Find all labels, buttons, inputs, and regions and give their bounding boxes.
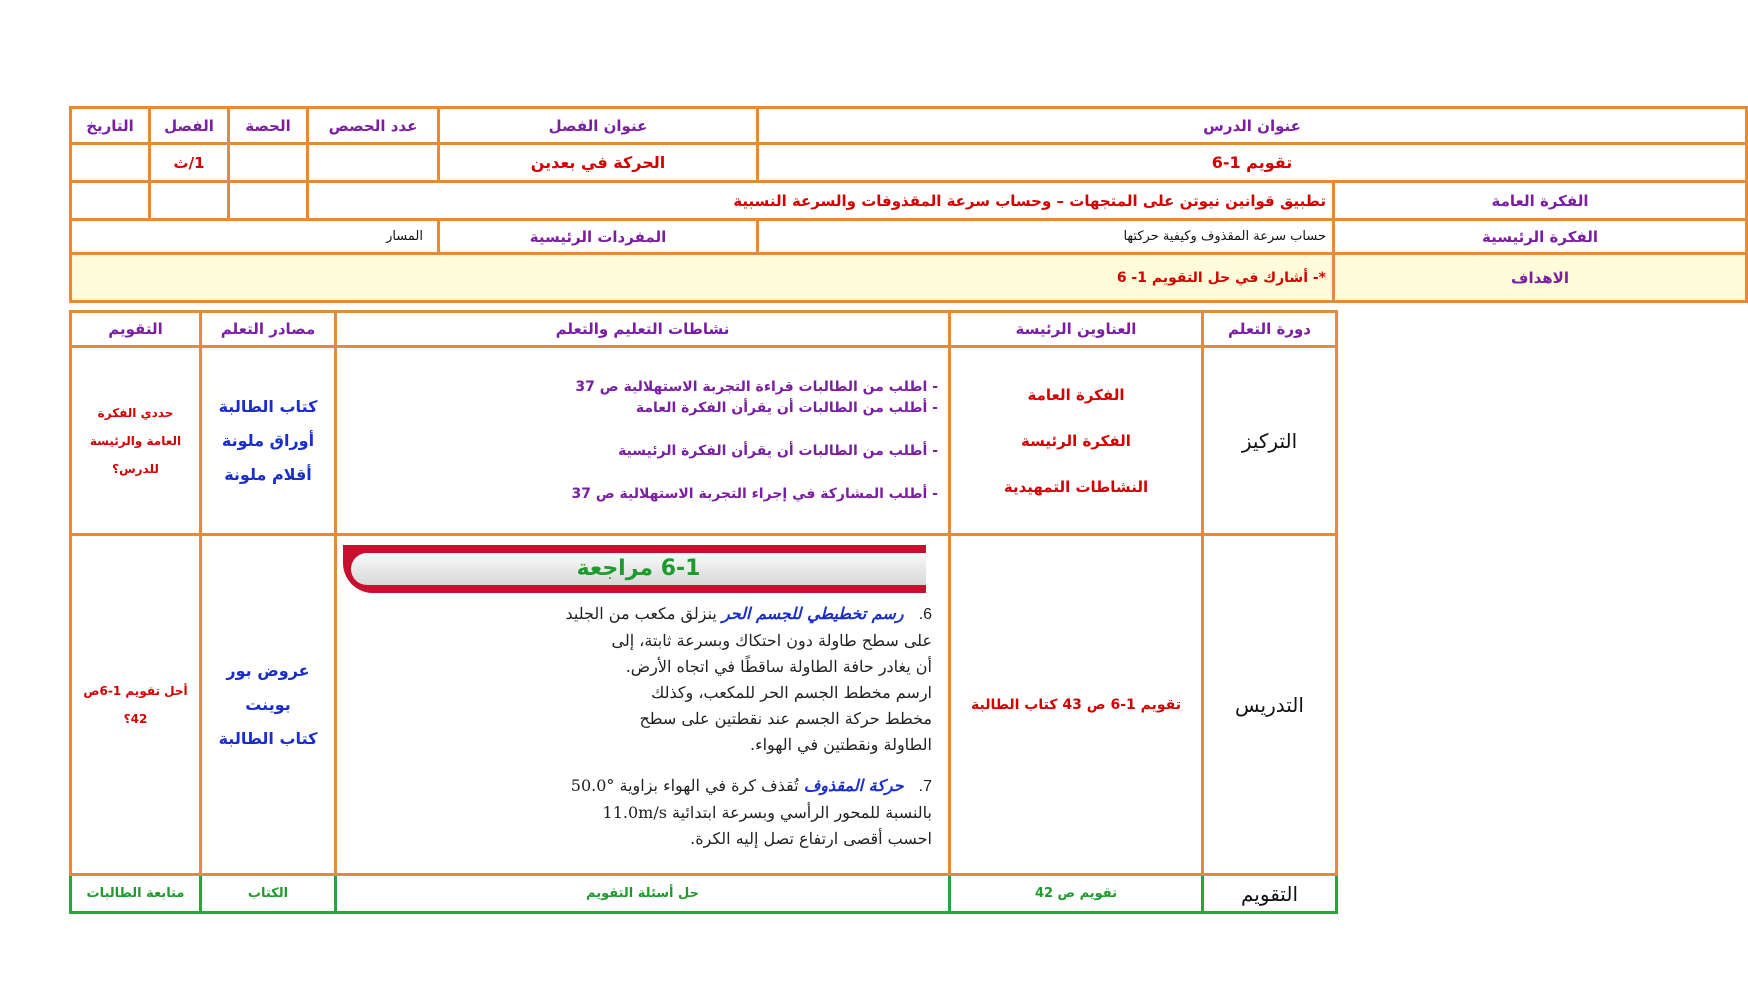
assessment-title: تقويم ص 42 (950, 875, 1203, 913)
vocab-label: المفردات الرئيسية (439, 220, 758, 254)
assessment-resource: الكتاب (201, 875, 336, 913)
question-line: الطاولة ونقطتين في الهواء. (750, 734, 932, 754)
question-line: بالنسبة للمحور الرأسي وبسرعة ابتدائية 11.0m/s (602, 802, 932, 822)
focus-resources (201, 347, 336, 535)
lesson-plan-table (69, 310, 1338, 914)
question-keyword: رسم تخطيطي للجسم الحر (721, 603, 904, 623)
periods-value (308, 144, 439, 182)
question-6 (387, 601, 932, 758)
question-number: 7. (918, 777, 932, 795)
teaching-title: تقويم 1-6 ص 43 كتاب الطالبة (950, 535, 1203, 875)
question-line: احسب أقصى ارتفاع تصل إليه الكرة. (690, 828, 932, 848)
main-titles-header: العناوين الرئيسة (950, 312, 1203, 347)
main-idea-label: الفكرة الرئيسية (1334, 220, 1747, 254)
empty-cell (71, 182, 150, 220)
general-idea-value: تطبيق قوانين نيوتن على المتجهات – وحساب سرعة المقذوفات والسرعة النسبية (308, 182, 1334, 220)
question-line: على سطح طاولة دون احتكاك وبسرعة ثابتة، إلى (611, 630, 932, 650)
evaluation-line: أحل تقويم 1-6ص (83, 683, 188, 698)
chapter-title-label: عنوان الفصل (439, 108, 758, 144)
main-idea-value: حساب سرعة المقذوف وكيفية حركتها (758, 220, 1334, 254)
question-7 (387, 773, 932, 852)
assessment-stage: التقويم (1203, 875, 1337, 913)
teaching-resources (201, 535, 336, 875)
activity-item: - أطلب من الطالبات أن يقرأن الفكرة الرئيسية (618, 442, 938, 459)
teaching-stage: التدريس (1203, 535, 1337, 875)
focus-stage: التركيز (1203, 347, 1337, 535)
question-line: ينزلق مكعب من الجليد (565, 603, 717, 623)
general-idea-label: الفكرة العامة (1334, 182, 1747, 220)
resource-item: كتاب الطالبة (218, 396, 318, 416)
resource-item: أوراق ملونة (221, 430, 315, 450)
lesson-title: تقويم 1-6 (758, 144, 1747, 182)
focus-title-item: النشاطات التمهيدية (1003, 477, 1149, 496)
period-label: الحصة (229, 108, 308, 144)
lesson-title-label: عنوان الدرس (758, 108, 1747, 144)
date-label: التاريخ (71, 108, 150, 144)
focus-title-item: الفكرة العامة (1027, 385, 1125, 404)
class-label: الفصل (150, 108, 229, 144)
review-banner-title: 6-1 مراجعة (351, 553, 926, 585)
evaluation-line: حددي الفكرة (97, 405, 174, 420)
review-section (336, 535, 950, 875)
focus-title-item: الفكرة الرئيسة (1021, 431, 1131, 450)
question-line: تُقذف كرة في الهواء بزاوية °50.0 (570, 775, 799, 795)
resource-item: عروض بور (226, 660, 310, 680)
resources-header: مصادر التعلم (201, 312, 336, 347)
resource-item: كتاب الطالبة (218, 728, 318, 748)
objectives-value: *- أشارك في حل التقويم 1- 6 (71, 254, 1334, 302)
question-number: 6. (918, 605, 932, 623)
evaluation-line: العامة والرئيسة (89, 433, 182, 448)
question-keyword: حركة المقذوف (803, 775, 904, 795)
assessment-evaluation: متابعة الطالبات (71, 875, 201, 913)
vocab-value: المسار (71, 220, 439, 254)
question-line: أن يغادر حافة الطاولة ساقطًا في اتجاه الأرض. (625, 656, 932, 676)
focus-activities (336, 347, 950, 535)
periods-label: عدد الحصص (308, 108, 439, 144)
objectives-label: الاهداف (1334, 254, 1747, 302)
resource-item: بوينت (245, 694, 291, 714)
date-value (71, 144, 150, 182)
resource-item: أقلام ملونة (224, 464, 312, 484)
empty-cell (150, 182, 229, 220)
assessment-activity: حل أسئلة التقويم (336, 875, 950, 913)
activity-item: - اطلب من الطالبات قراءة التجربة الاستهلالية ص 37 (575, 378, 938, 395)
question-line: مخطط حركة الجسم عند نقطتين على سطح (639, 708, 932, 728)
class-value: 1/ث (150, 144, 229, 182)
cycle-header: دورة التعلم (1203, 312, 1337, 347)
activity-item: - أطلب المشاركة في إجراء التجربة الاستهلالية ص 37 (571, 485, 938, 502)
activity-item: - أطلب من الطالبات أن يقرأن الفكرة العامة (635, 399, 938, 416)
activities-header: نشاطات التعليم والتعلم (336, 312, 950, 347)
teaching-evaluation (71, 535, 201, 875)
chapter-title: الحركة في بعدين (439, 144, 758, 182)
question-line: ارسم مخطط الجسم الحر للمكعب، وكذلك (651, 682, 932, 702)
evaluation-line: 42؟ (123, 711, 148, 726)
empty-cell (229, 182, 308, 220)
review-banner (343, 545, 926, 593)
evaluation-line: للدرس؟ (112, 461, 159, 476)
period-value (229, 144, 308, 182)
focus-titles (950, 347, 1203, 535)
focus-evaluation (71, 347, 201, 535)
evaluation-header: التقويم (71, 312, 201, 347)
lesson-info-table (69, 106, 1748, 303)
review-image (337, 537, 948, 873)
